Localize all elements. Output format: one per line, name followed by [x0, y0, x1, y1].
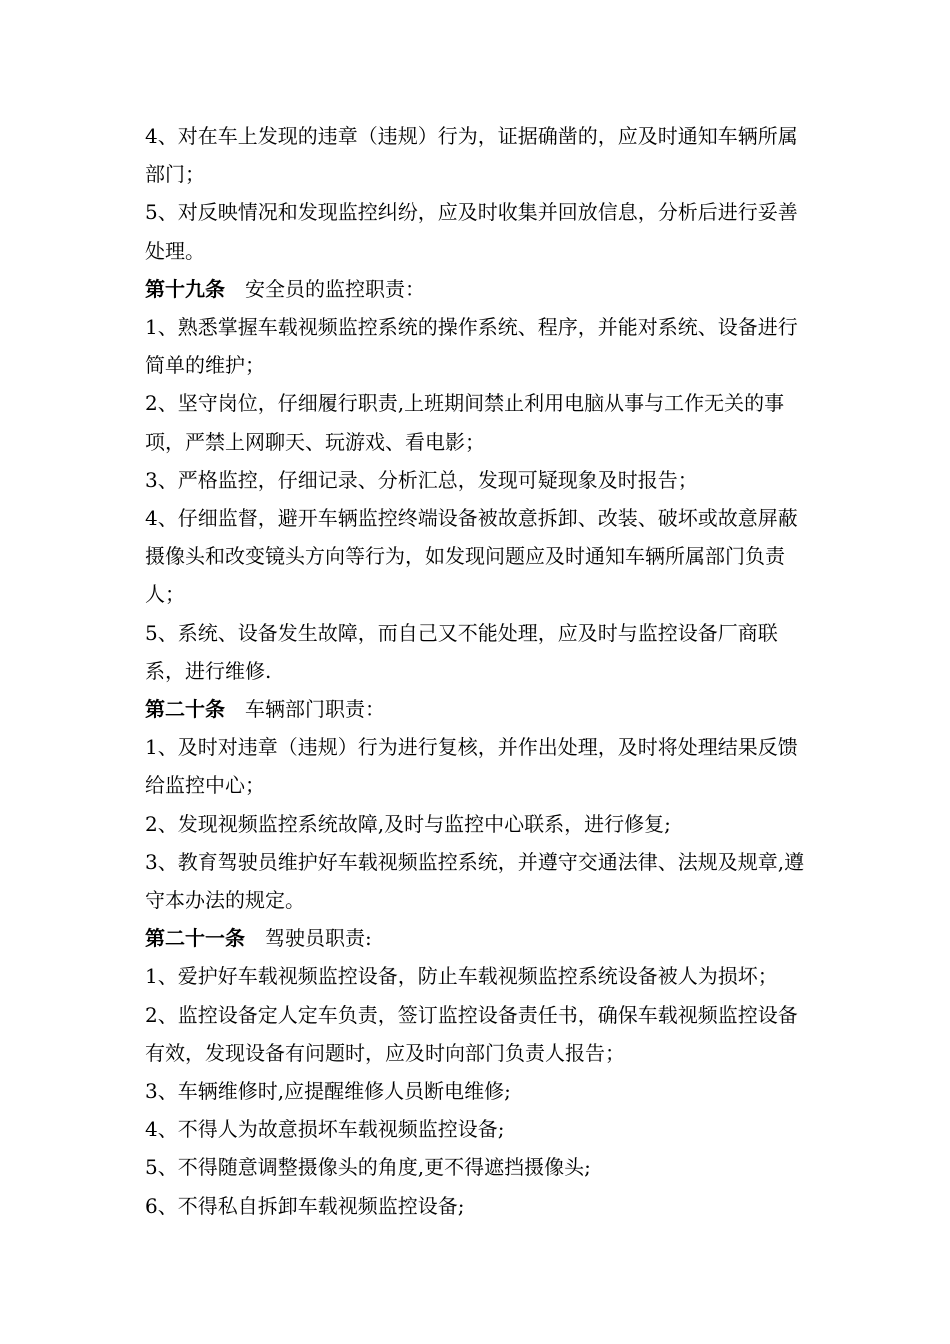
article-title: 安全员的监控职责： — [245, 276, 425, 301]
paragraph: 3、教育驾驶员维护好车载视频监控系统，并遵守交通法律、法规及规章,遵守本办法的规定。 — [145, 849, 805, 913]
paragraph: 4、仔细监督，避开车辆监控终端设备被故意拆卸、改装、破坏或故意屏蔽摄像头和改变镜头方向等行为，如发现问题应及时通知车辆所属部门负责人； — [145, 506, 798, 607]
paragraph: 1、及时对违章（违规）行为进行复核，并作出处理，及时将处理结果反馈给监控中心； — [145, 735, 798, 798]
article-title: 车辆部门职责： — [245, 697, 385, 722]
document-body — [145, 117, 810, 1225]
paragraph: 5、不得随意调整摄像头的角度,更不得遮挡摄像头; — [145, 1155, 591, 1180]
article-number: 第二十一条 — [145, 926, 245, 951]
paragraph: 2、发现视频监控系统故障,及时与监控中心联系，进行修复; — [145, 811, 671, 836]
paragraph: 6、不得私自拆卸车载视频监控设备; — [145, 1193, 465, 1218]
paragraph: 5、对反映情况和发现监控纠纷，应及时收集并回放信息，分析后进行妥善处理。 — [145, 200, 798, 263]
paragraph: 3、车辆维修时,应提醒维修人员断电维修; — [145, 1079, 511, 1104]
paragraph: 1、爱护好车载视频监控设备，防止车载视频监控系统设备被人为损坏； — [145, 964, 778, 989]
paragraph: 1、熟悉掌握车载视频监控系统的操作系统、程序，并能对系统、设备进行简单的维护； — [145, 315, 798, 378]
article-heading — [145, 690, 810, 728]
article-heading — [145, 919, 810, 957]
paragraph: 2、监控设备定人定车负责，签订监控设备责任书，确保车载视频监控设备有效，发现设备有问题时，应及时向部门负责人报告； — [145, 1002, 798, 1065]
paragraph: 4、不得人为故意损坏车载视频监控设备; — [145, 1117, 505, 1142]
paragraph: 5、系统、设备发生故障，而自己又不能处理，应及时与监控设备厂商联系，进行维修. — [145, 620, 778, 683]
paragraph: 3、严格监控，仔细记录、分析汇总，发现可疑现象及时报告； — [145, 467, 698, 492]
paragraph: 4、对在车上发现的违章（违规）行为，证据确凿的，应及时通知车辆所属部门； — [145, 124, 798, 187]
article-title: 驾驶员职责: — [265, 926, 372, 951]
article-number: 第二十条 — [145, 697, 225, 722]
paragraph: 2、坚守岗位，仔细履行职责,上班期间禁止利用电脑从事与工作无关的事项，严禁上网聊天、玩游戏、看电影； — [145, 391, 785, 454]
article-number: 第十九条 — [145, 276, 225, 301]
article-heading — [145, 270, 810, 308]
